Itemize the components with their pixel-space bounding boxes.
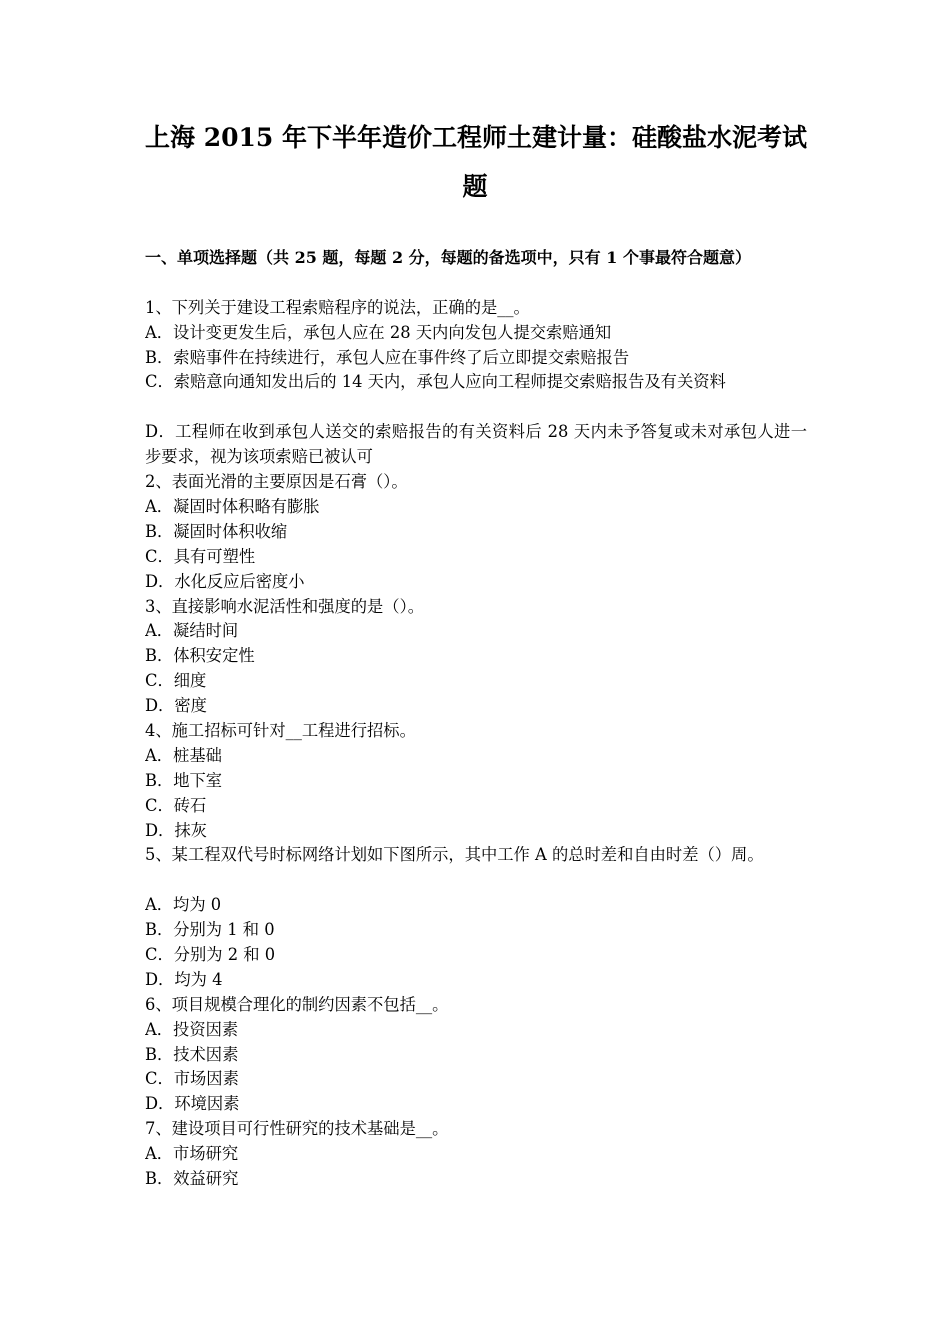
answer-option: B．地下室 (145, 770, 223, 790)
question-stem: 4、施工招标可针对__工程进行招标。 (145, 720, 416, 740)
question-stem: 1、下列关于建设工程索赔程序的说法，正确的是__。 (145, 297, 530, 317)
answer-option: B．分别为 1 和 0 (145, 920, 275, 940)
question-stem: 5、某工程双代号时标网络计划如下图所示，其中工作 A 的总时差和自由时差（）周。 (145, 845, 764, 865)
answer-option: C．砖石 (145, 795, 207, 815)
answer-option: C．细度 (145, 671, 207, 691)
answer-option: D．抹灰 (145, 820, 207, 840)
answer-option: C．具有可塑性 (145, 546, 256, 566)
answer-option: B．技术因素 (145, 1044, 239, 1064)
answer-option: B．效益研究 (145, 1169, 239, 1189)
answer-option: C．索赔意向通知发出后的 14 天内，承包人应向工程师提交索赔报告及有关资料 (145, 372, 726, 392)
answer-option: A．凝结时间 (145, 621, 239, 641)
answer-option: A．凝固时体积略有膨胀 (145, 496, 320, 516)
document-title-line-1: 上海 2015 年下半年造价工程师土建计量：硅酸盐水泥考试 (145, 123, 807, 152)
question-stem: 2、表面光滑的主要原因是石膏（）。 (145, 472, 408, 492)
answer-option: A．均为 0 (145, 895, 222, 915)
answer-option: D．均为 4 (145, 969, 223, 989)
answer-option: D．环境因素 (145, 1094, 240, 1114)
answer-option: D．密度 (145, 696, 207, 716)
question-stem: 6、项目规模合理化的制约因素不包括__。 (145, 994, 449, 1014)
answer-option: D．工程师在收到承包人送交的索赔报告的有关资料后 28 天内未予答复或未对承包人进一步要求，视为该项索赔已被认可 (145, 422, 807, 467)
answer-option: B．凝固时体积收缩 (145, 521, 288, 541)
answer-option: D．水化反应后密度小 (145, 571, 305, 591)
document-title-line-2: 题 (462, 172, 488, 201)
answer-option: A．设计变更发生后，承包人应在 28 天内向发包人提交索赔通知 (145, 322, 612, 342)
answer-option: A．桩基础 (145, 745, 222, 765)
answer-option: A．市场研究 (145, 1144, 239, 1164)
question-stem: 7、建设项目可行性研究的技术基础是__。 (145, 1119, 449, 1139)
answer-option: C．分别为 2 和 0 (145, 945, 276, 964)
section-heading: 一、单项选择题（共 25 题，每题 2 分，每题的备选项中，只有 1 个事最符合题意） (145, 248, 751, 267)
answer-option: C．市场因素 (145, 1069, 239, 1089)
answer-option: B．索赔事件在持续进行，承包人应在事件终了后立即提交索赔报告 (145, 347, 630, 367)
answer-option: A．投资因素 (145, 1019, 239, 1039)
question-stem: 3、直接影响水泥活性和强度的是（）。 (145, 596, 424, 616)
document-body (145, 246, 807, 1192)
answer-option: B．体积安定性 (145, 646, 255, 666)
